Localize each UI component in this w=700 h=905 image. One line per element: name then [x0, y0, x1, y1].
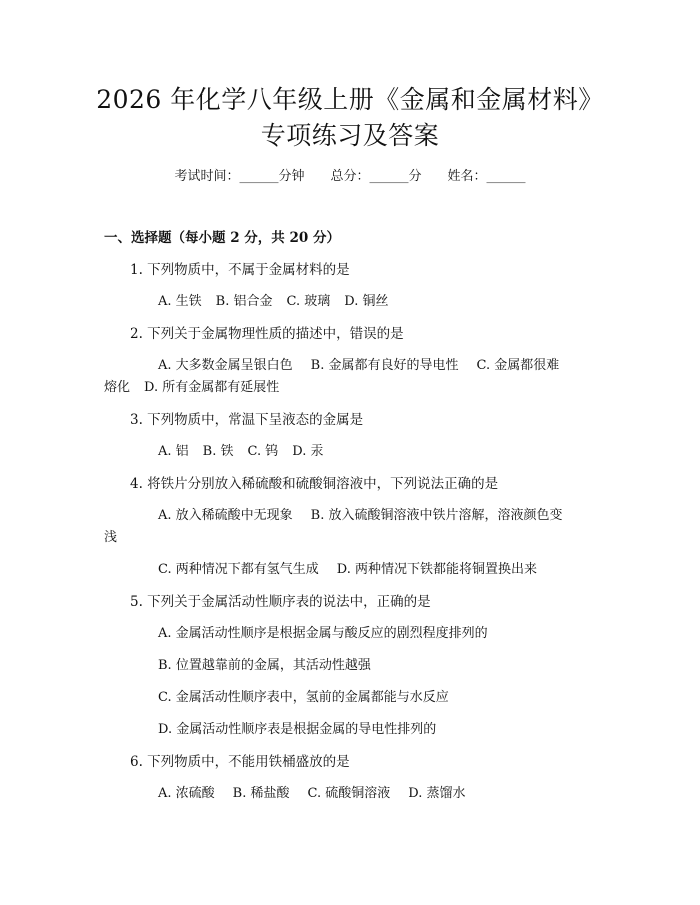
question-3-options — [158, 441, 323, 463]
section-heading: 一、选择题（每小题 2 分，共 20 分） — [104, 230, 340, 246]
question-4-options-2 — [158, 559, 537, 581]
option-d: D. 蒸馏水 — [408, 786, 466, 801]
option-c: C. 钨 — [247, 444, 279, 459]
question-4-options-1 — [158, 505, 562, 527]
question-2-options-wrap — [104, 377, 279, 399]
question-6-stem: 6. 下列物质中，不能用铁桶盛放的是 — [130, 754, 350, 770]
option-b: B. 金属都有良好的导电性 — [310, 358, 459, 373]
question-2-options — [158, 355, 559, 377]
exam-meta — [0, 167, 700, 187]
question-3-stem: 3. 下列物质中，常温下呈液态的金属是 — [130, 412, 364, 428]
exam-time-field: 考试时间：______分钟 — [174, 169, 305, 184]
question-4-options-wrap — [104, 527, 117, 549]
question-5-option-a: A. 金属活动性顺序是根据金属与酸反应的剧烈程度排列的 — [158, 626, 488, 641]
question-6-options — [158, 783, 465, 805]
option-c: C. 硫酸铜溶液 — [307, 786, 391, 801]
option-c: C. 两种情况下都有氢气生成 — [158, 562, 319, 577]
option-a: A. 放入稀硫酸中无现象 — [158, 508, 293, 523]
page-title-line-1: 2026 年化学八年级上册《金属和金属材料》 — [96, 85, 604, 114]
student-name-field: 姓名：______ — [447, 169, 526, 184]
question-4-stem: 4. 将铁片分别放入稀硫酸和硫酸铜溶液中，下列说法正确的是 — [130, 476, 499, 492]
option-c: C. 金属都很难 — [476, 358, 560, 373]
question-2-stem: 2. 下列关于金属物理性质的描述中，错误的是 — [130, 326, 404, 342]
question-5-option-b: B. 位置越靠前的金属，其活动性越强 — [158, 658, 371, 673]
question-1-stem: 1. 下列物质中，不属于金属材料的是 — [130, 262, 350, 278]
option-b: B. 放入硫酸铜溶液中铁片溶解，溶液颜色变 — [310, 508, 563, 523]
question-1-options — [158, 291, 388, 313]
option-b: B. 铁 — [202, 444, 234, 459]
option-b: B. 铝合金 — [215, 294, 273, 309]
option-d: D. 铜丝 — [344, 294, 389, 309]
page-title-line-2: 专项练习及答案 — [260, 121, 440, 150]
question-5-option-d: D. 金属活动性顺序表是根据金属的导电性排列的 — [158, 722, 437, 737]
option-a: A. 铝 — [158, 444, 189, 459]
question-5-option-c: C. 金属活动性顺序表中，氢前的金属都能与水反应 — [158, 690, 449, 705]
option-a: A. 大多数金属呈银白色 — [158, 358, 293, 373]
question-5-stem: 5. 下列关于金属活动性顺序表的说法中，正确的是 — [130, 594, 431, 610]
total-score-field: 总分：______分 — [330, 169, 422, 184]
option-d: D. 两种情况下铁都能将铜置换出来 — [336, 562, 537, 577]
option-b: B. 稀盐酸 — [232, 786, 290, 801]
option-a: A. 浓硫酸 — [158, 786, 215, 801]
option-d: D. 所有金属都有延展性 — [144, 380, 280, 395]
option-c-continued: 熔化 — [104, 380, 131, 395]
option-b-continued: 浅 — [104, 530, 118, 545]
option-c: C. 玻璃 — [286, 294, 331, 309]
option-d: D. 汞 — [292, 444, 324, 459]
option-a: A. 生铁 — [158, 294, 202, 309]
